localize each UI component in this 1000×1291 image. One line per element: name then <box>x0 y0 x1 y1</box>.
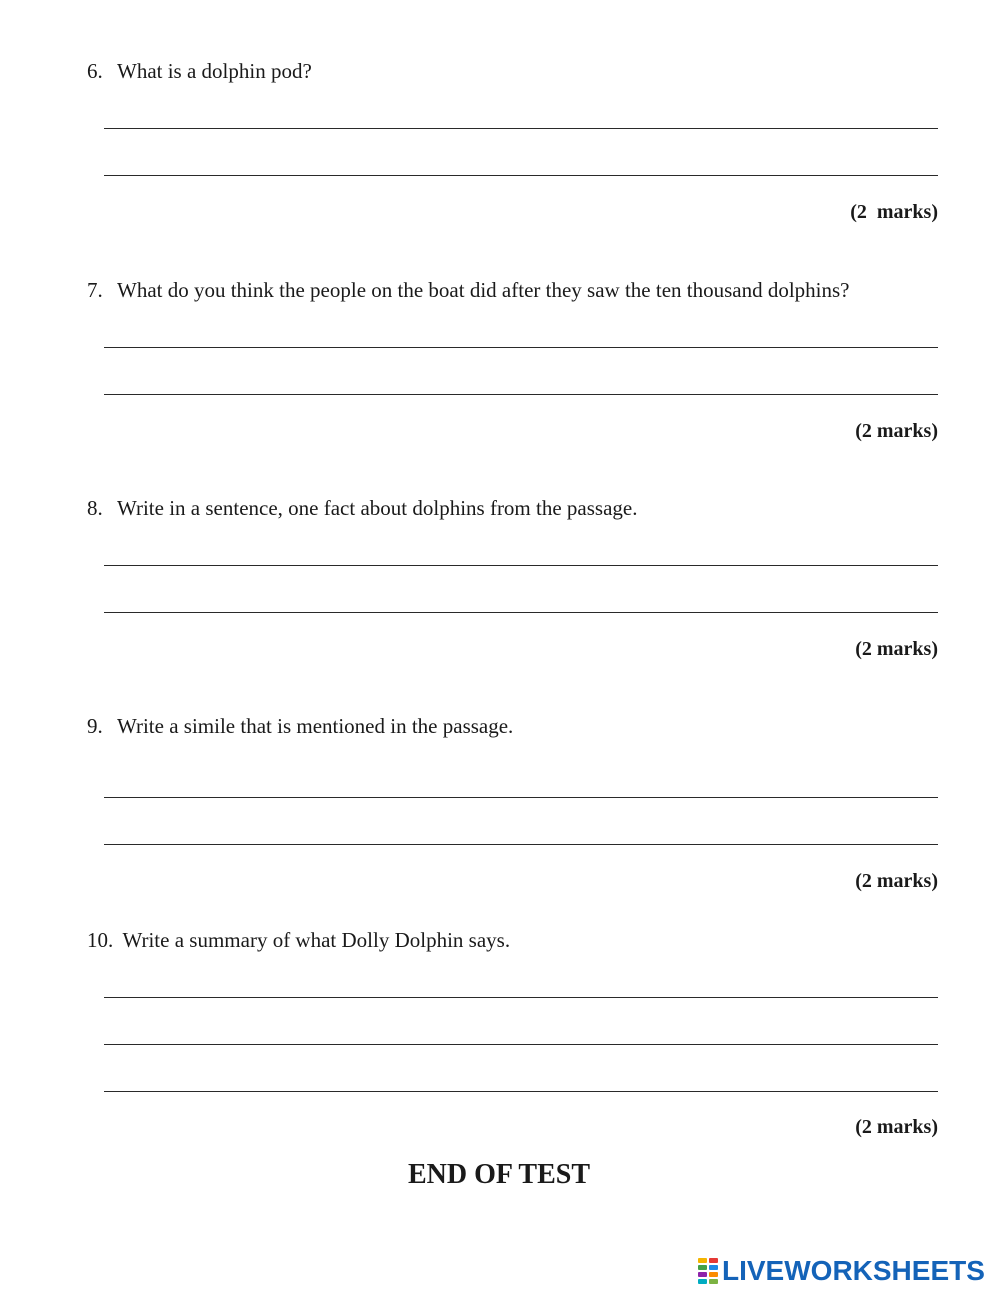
question-8 <box>87 498 637 519</box>
marks-label: (2 marks) <box>855 638 938 660</box>
end-of-test-heading: END OF TEST <box>407 1159 591 1190</box>
question-10 <box>87 930 510 951</box>
answer-line[interactable] <box>104 1044 938 1045</box>
question-number: 8. <box>87 496 103 520</box>
question-9 <box>87 716 513 737</box>
answer-line[interactable] <box>104 1091 938 1092</box>
marks-label: (2 marks) <box>855 1116 938 1138</box>
answer-line[interactable] <box>104 844 938 845</box>
answer-line[interactable] <box>104 128 938 129</box>
answer-line[interactable] <box>104 997 938 998</box>
answer-line[interactable] <box>104 612 938 613</box>
question-7 <box>87 280 850 301</box>
question-number: 7. <box>87 278 103 302</box>
question-number: 9. <box>87 714 103 738</box>
answer-line[interactable] <box>104 797 938 798</box>
liveworksheets-brand: LIVEWORKSHEETS <box>722 1255 985 1286</box>
answer-line[interactable] <box>104 175 938 176</box>
liveworksheets-logo <box>698 1256 985 1286</box>
marks-label: (2 marks) <box>855 420 938 442</box>
answer-line[interactable] <box>104 347 938 348</box>
question-text: What do you think the people on the boat did after they saw the ten thousand dolphins? <box>117 278 850 302</box>
question-text: What is a dolphin pod? <box>117 59 312 83</box>
question-number: 10. <box>87 928 114 952</box>
question-number: 6. <box>87 59 103 83</box>
question-text: Write a simile that is mentioned in the passage. <box>117 714 514 738</box>
question-6 <box>87 61 312 82</box>
question-text: Write a summary of what Dolly Dolphin says. <box>122 928 511 952</box>
marks-label: (2 marks) <box>855 870 938 892</box>
marks-label: (2 marks) <box>850 201 938 223</box>
answer-line[interactable] <box>104 394 938 395</box>
question-text: Write in a sentence, one fact about dolphins from the passage. <box>117 496 638 520</box>
answer-line[interactable] <box>104 565 938 566</box>
liveworksheets-logo-icon <box>698 1258 720 1284</box>
